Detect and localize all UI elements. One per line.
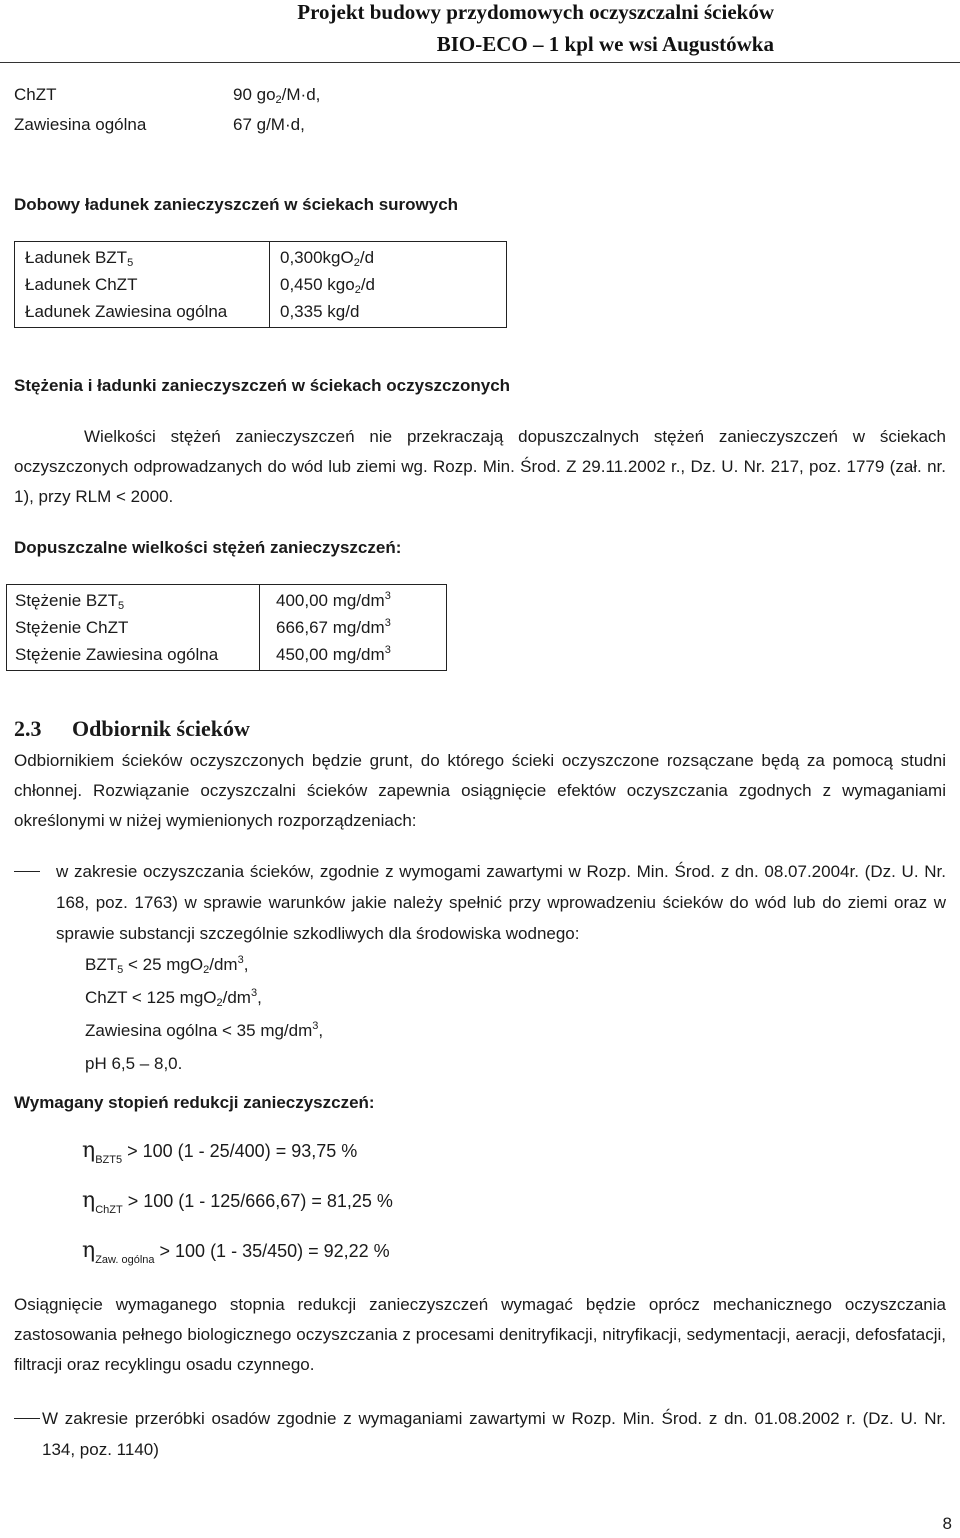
allowed-label-bzt: Stężenie $BZT_5$ (15, 591, 125, 612)
section-title: Odbiornik ścieków (72, 716, 250, 741)
param-label-zawiesina: Zawiesina ogólna (14, 115, 147, 134)
daily-load-label-zawiesina: Ładunek Zawiesina ogólna (25, 302, 228, 321)
eta-symbol: η (82, 1238, 96, 1263)
section-number: 2.3 (14, 716, 42, 741)
allowed-value-chzt: 666,67 $mg/dm^3$ (276, 617, 391, 637)
param-value-chzt: 90 $go_2/M\cdot d$, (233, 85, 321, 106)
limit-chzt: ChZT < 125 $mgO_2/dm^3$, (85, 987, 262, 1009)
daily-load-labels (15, 242, 270, 328)
treated-heading: Stężenia i ładunki zanieczyszczeń w ściekach oczyszczonych (14, 376, 511, 395)
eta-symbol: η (82, 1188, 96, 1213)
daily-load-table (14, 241, 507, 328)
allowed-value-zawiesina: 450,00 $mg/dm^3$ (276, 644, 391, 664)
limit-zawiesina: Zawiesina ogólna < 35 $mg/dm^3$, (85, 1020, 324, 1040)
bullet-1-text: w zakresie oczyszczania ścieków, zgodnie z wymogami zawartymi w Rozp. Min. Środ. z dn. 08.07.2004r. (Dz. U. Nr. 168, poz. 1763) w sprawie warunków jakie należy spełnić przy wprowadzeniu ścieków do wód lub do ziemi oraz w sprawie substancji szczególnie szkodliwych dla środowiska wodnego: (56, 862, 946, 943)
daily-load-heading: Dobowy ładunek zanieczyszczeń w ściekach surowych (14, 195, 459, 214)
daily-load-label-chzt: Ładunek ChZT (25, 275, 138, 294)
param-label-chzt: ChZT (14, 85, 57, 104)
reduction-bzt: $\eta_{BZT5} > 100$ (1 - 25/400) = 93,75 % (82, 1138, 358, 1166)
limit-ph: pH 6,5 – 8,0. (85, 1054, 183, 1073)
treated-paragraph: Wielkości stężeń zanieczyszczeń nie przekraczają dopuszczalnych stężeń zanieczyszczeń w ściekach oczyszczonych odprowadzanych do wód lub ziemi wg. Rozp. Min. Środ. Z 29.11.2002 r., Dz. U. Nr. 217, poz. 1779 (zał. nr. 1), przy RLM < 2000. (14, 427, 946, 506)
allowed-labels (7, 585, 260, 671)
reduction-heading: Wymagany stopień redukcji zanieczyszczeń: (14, 1093, 375, 1112)
bullet-item-2 (14, 1403, 946, 1465)
limits-list (85, 948, 323, 1080)
conclusion-paragraph: Osiągnięcie wymaganego stopnia redukcji zanieczyszczeń wymagać będzie oprócz mechanicznego oczyszczania zastosowania pełnego biologicznego oczyszczania z procesami denitryfikacji, nitryfikacji, sedymentacji, aeracji, defosfatacji, filtracji oraz recyklingu osadu czynnego. (14, 1295, 946, 1374)
daily-load-value-chzt: 0,450 kgo$_2$/d (280, 275, 375, 296)
allowed-table (6, 584, 447, 671)
daily-load-value-bzt: 0,300kgO$_2$/d (280, 248, 375, 269)
header-title-line2: BIO-ECO – 1 kpl we wsi Augustówka (436, 32, 774, 56)
header-title-line1: Projekt budowy przydomowych oczyszczalni ścieków (297, 0, 774, 24)
daily-load-values (270, 242, 507, 328)
section-heading (14, 716, 250, 742)
daily-load-label-bzt: Ładunek $BZT_5$ (25, 248, 134, 269)
limit-bzt: $BZT_5 < 25$ $mgO_2/dm^3$, (85, 954, 249, 976)
section-paragraph: Odbiornikiem ścieków oczyszczonych będzie grunt, do którego ścieki oczyszczone rozsączane będą za pomocą studni chłonnej. Rozwiązanie oczyszczalni ścieków zapewnia osiągnięcie efektów oczyszczania zgodnych z wymaganiami określonymi w niżej wymienionych rozporządzeniach: (14, 751, 946, 830)
param-value-zawiesina: 67 g/M·d, (233, 115, 305, 134)
daily-load-value-zawiesina: 0,335 kg/d (280, 302, 360, 321)
allowed-value-bzt: 400,00 $mg/dm^3$ (276, 590, 391, 610)
eta-symbol: η (82, 1138, 96, 1163)
allowed-label-chzt: Stężenie ChZT (15, 618, 129, 637)
allowed-label-zawiesina: Stężenie Zawiesina ogólna (15, 645, 219, 664)
dash-bullet-icon (14, 1418, 40, 1419)
reduction-zawiesina: $\eta_{Zaw. ogólna} > 100$ (1 - 35/450) = 92,22 % (82, 1238, 390, 1266)
bullet-item-1 (14, 856, 946, 949)
reduction-chzt: $\eta_{ChZT} > 100$ (1 - 125/666,67) = 81,25 % (82, 1188, 393, 1216)
bullet-2-text: W zakresie przeróbki osadów zgodnie z wymaganiami zawartymi w Rozp. Min. Środ. z dn. 01.08.2002 r. (Dz. U. Nr. 134, poz. 1140) (42, 1409, 946, 1459)
allowed-values (260, 585, 447, 671)
dash-bullet-icon (14, 871, 40, 872)
header-divider (0, 62, 960, 63)
allowed-heading: Dopuszczalne wielkości stężeń zanieczyszczeń: (14, 538, 402, 557)
page-number: 8 (942, 1514, 952, 1533)
